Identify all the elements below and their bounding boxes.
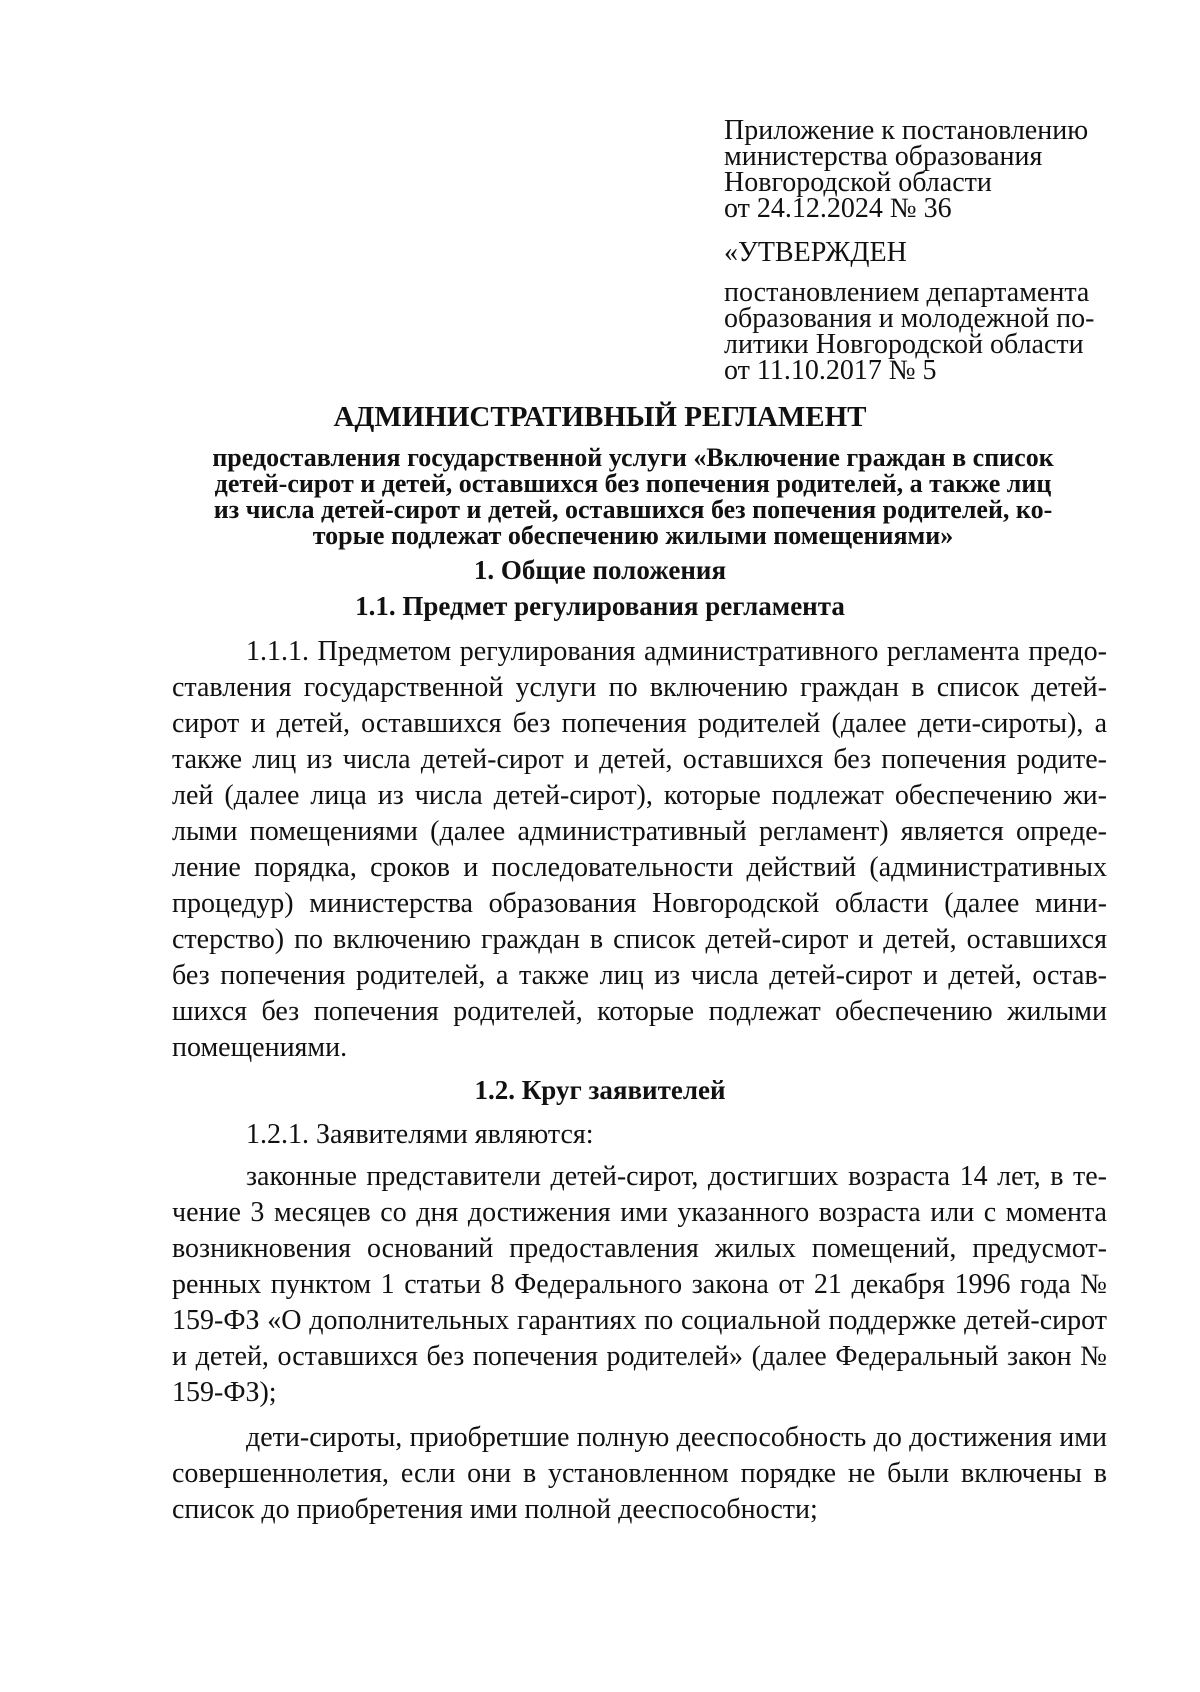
- appendix-line: министерства образования: [724, 141, 1043, 172]
- approved-line: литики Новгородской области: [724, 329, 1084, 360]
- text-line: возникновения оснований предоставления жилых помещений, предусмот-: [172, 1233, 1107, 1264]
- text-line: и детей, оставшихся без попечения родителей» (далее Федеральный закон №: [172, 1341, 1107, 1372]
- subsection-heading: 1.1. Предмет регулирования регламента: [355, 591, 845, 621]
- text-line: помещениями.: [172, 1032, 348, 1063]
- text-line: ставления государственной услуги по включению граждан в список детей-: [172, 672, 1107, 703]
- approved-line: образования и молодежной по-: [724, 303, 1095, 334]
- appendix-line: Приложение к постановлению: [724, 115, 1089, 146]
- paragraph-1-1-1: [172, 634, 1107, 1066]
- text-line: 1.1.1. Предметом регулирования административного регламента предо-: [246, 636, 1107, 667]
- approved-note: [724, 277, 1124, 386]
- paragraph-applicants-2: [172, 1420, 1107, 1528]
- approved-line: от 11.10.2017 № 5: [724, 355, 937, 386]
- text-line: чение 3 месяцев со дня достижения ими указанного возраста или с момента: [172, 1197, 1107, 1228]
- text-line: также лиц из числа детей-сирот и детей, оставшихся без попечения родите-: [172, 744, 1107, 775]
- appendix-note: [724, 115, 1124, 224]
- text-line: ренных пунктом 1 статьи 8 Федерального закона от 21 декабря 1996 года №: [172, 1269, 1107, 1300]
- text-line: без попечения родителей, а также лиц из числа детей-сирот и детей, остав-: [172, 960, 1107, 991]
- document-subtitle: [168, 445, 1098, 549]
- appendix-line: Новгородской области: [724, 167, 992, 198]
- text-line: лыми помещениями (далее административный регламент) является опреде-: [172, 816, 1107, 847]
- subtitle-line: предоставления государственной услуги «Включение граждан в список: [212, 443, 1054, 472]
- text-line: лей (далее лица из числа детей-сирот), которые подлежат обеспечению жи-: [172, 780, 1107, 811]
- text-line: сирот и детей, оставшихся без попечения родителей (далее дети-сироты), а: [172, 708, 1107, 739]
- text-line: законные представители детей-сирот, достигших возраста 14 лет, в те-: [246, 1161, 1107, 1192]
- text-line: стерство) по включению граждан в список детей-сирот и детей, оставшихся: [172, 924, 1107, 955]
- text-line: 159-ФЗ «О дополнительных гарантиях по социальной поддержке детей-сирот: [172, 1305, 1107, 1336]
- subtitle-line: детей-сирот и детей, оставшихся без попечения родителей, а также лиц: [214, 469, 1052, 498]
- text-line: ление порядка, сроков и последовательности действий (административных: [172, 852, 1107, 883]
- approved-title: «УТВЕРЖДЕН: [724, 237, 907, 268]
- section-heading: 1. Общие положения: [473, 555, 727, 585]
- text-line: шихся без попечения родителей, которые подлежат обеспечению жилыми: [172, 996, 1107, 1027]
- text-line: 1.2.1. Заявителями являются:: [246, 1119, 594, 1150]
- subtitle-line: из числа детей-сирот и детей, оставшихся без попечения родителей, ко-: [213, 495, 1053, 524]
- subtitle-line: торые подлежат обеспечению жилыми помещениями»: [312, 521, 954, 550]
- document-title: АДМИНИСТРАТИВНЫЙ РЕГЛАМЕНТ: [333, 401, 867, 433]
- approved-line: постановлением департамента: [724, 277, 1090, 308]
- text-line: 159-ФЗ);: [172, 1377, 277, 1408]
- text-line: список до приобретения ими полной дееспособности;: [172, 1494, 818, 1525]
- appendix-line: от 24.12.2024 № 36: [724, 193, 952, 224]
- text-line: совершеннолетия, если они в установленном порядке не были включены в: [172, 1458, 1107, 1489]
- paragraph-1-2-1: [172, 1117, 1107, 1153]
- text-line: дети-сироты, приобретшие полную дееспособность до достижения ими: [246, 1422, 1107, 1453]
- paragraph-applicants-1: [172, 1159, 1107, 1411]
- text-line: процедур) министерства образования Новгородской области (далее мини-: [172, 888, 1107, 919]
- subsection-heading: 1.2. Круг заявителей: [474, 1075, 726, 1105]
